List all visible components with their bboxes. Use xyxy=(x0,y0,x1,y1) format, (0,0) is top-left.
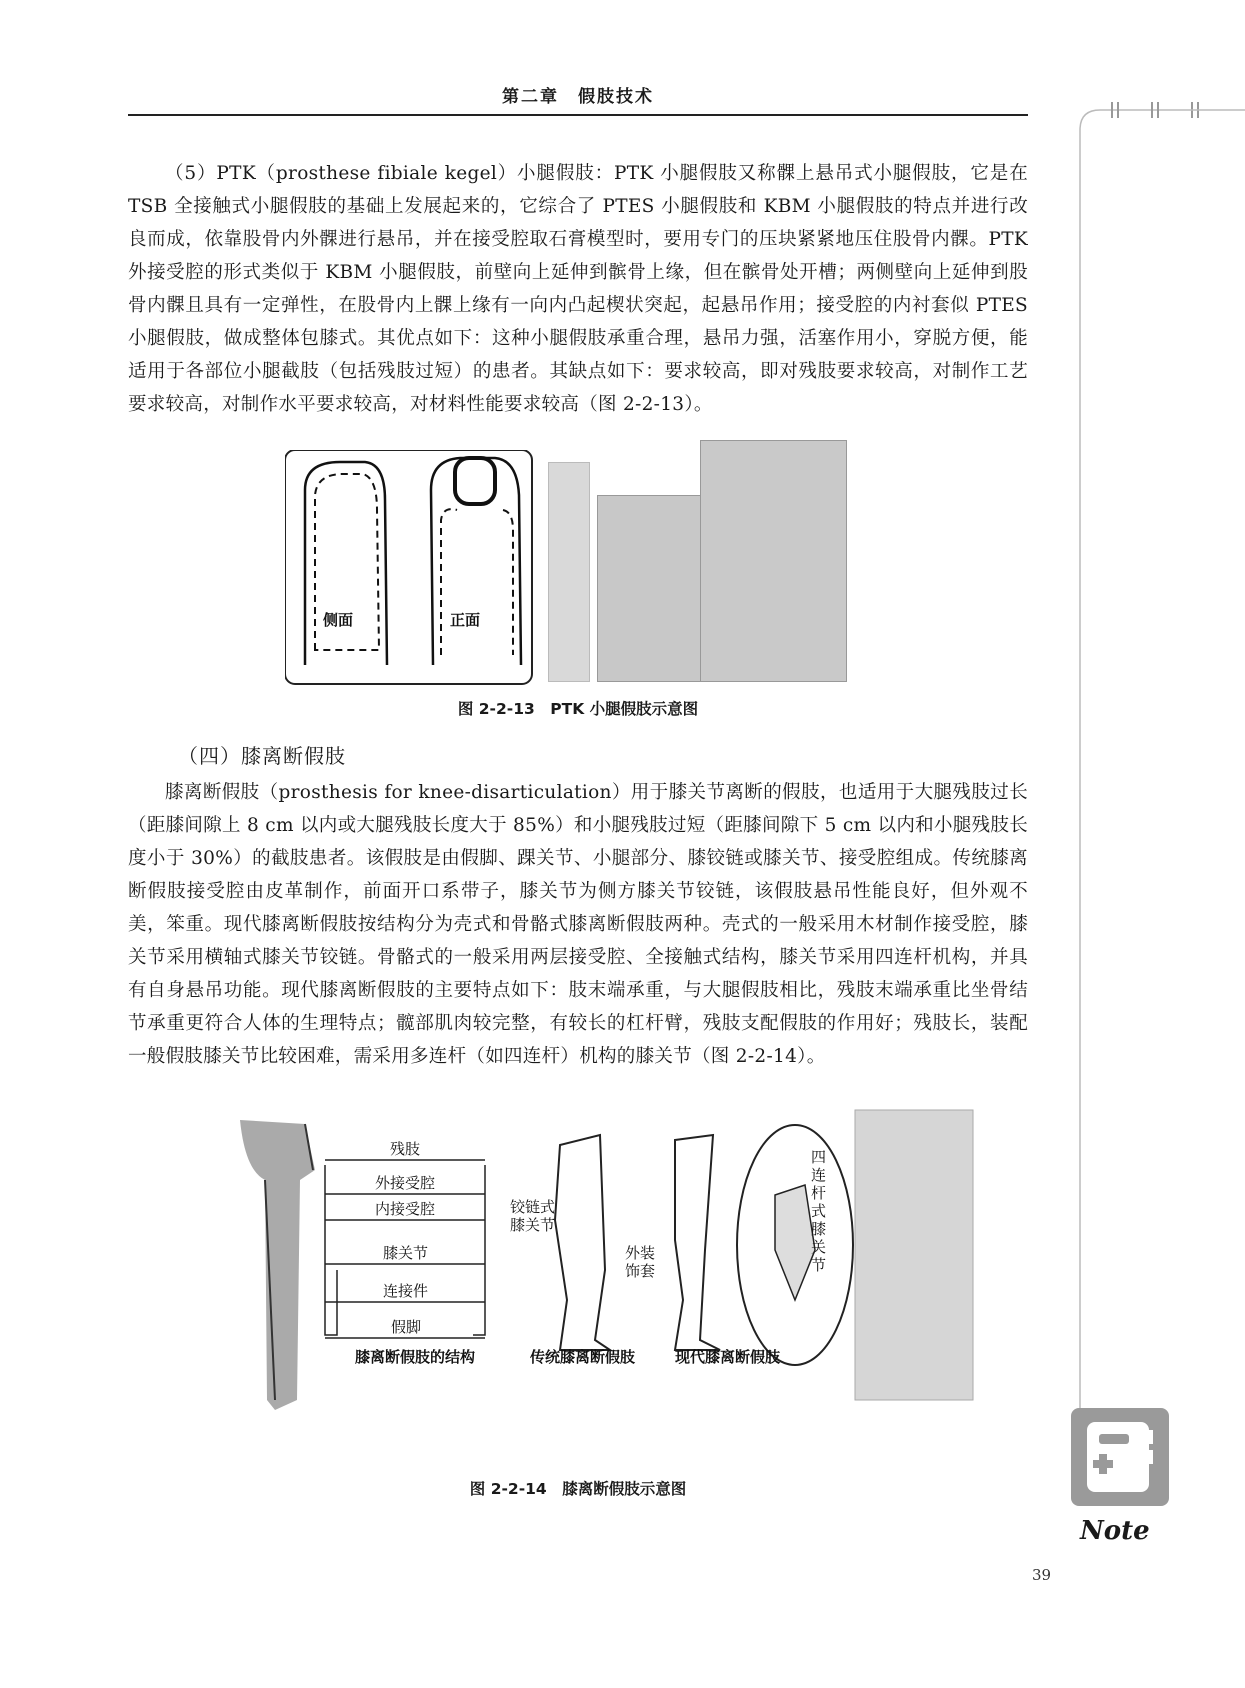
chapter-title: 第二章 假肢技术 xyxy=(502,87,654,107)
svg-text:式: 式 xyxy=(811,1202,827,1220)
note-icon xyxy=(1071,1408,1169,1506)
label-cover-line2: 饰套 xyxy=(625,1262,656,1280)
margin-decoration xyxy=(1040,98,1245,1578)
ptk-socket-photo-closeup xyxy=(700,440,847,682)
figure-2-2-13 xyxy=(285,450,845,686)
ptk-socket-photo-front xyxy=(597,495,707,682)
svg-text:节: 节 xyxy=(811,1256,827,1274)
header-rule xyxy=(128,114,1028,116)
knee-prosthesis-graphic xyxy=(205,1100,975,1425)
svg-text:关: 关 xyxy=(811,1238,827,1256)
label-traditional: 传统膝离断假肢 xyxy=(530,1348,636,1366)
figure-2-2-14 xyxy=(205,1100,975,1425)
note-label: Note xyxy=(1080,1516,1150,1546)
figure-2-2-14-caption: 图 2-2-14 膝离断假肢示意图 xyxy=(469,1480,687,1498)
ptk-label-front: 正面 xyxy=(450,611,481,629)
label-cover-line1: 外装 xyxy=(625,1244,656,1262)
section-heading: （四）膝离断假肢 xyxy=(178,744,346,768)
label-modern: 现代膝离断假肢 xyxy=(675,1348,781,1366)
svg-text:膝: 膝 xyxy=(811,1220,827,1238)
paragraph-knee-disarticulation: 膝离断假肢（prosthesis for knee-disarticulation）用于膝关节离断的假肢，也适用于大腿残肢过长（距膝间隙上 8 cm 以内或大腿残肢长度大于 85%）和小腿残肢过短（距膝间隙下 5 cm 以内和小腿残肢长度小于 30%）的截肢患者。该假肢是由假脚、踝关节、小腿部分、膝铰链或膝关节、接受腔组成。传统膝离断假肢接受腔由皮革制作，前面开口系带子，膝关节为侧方膝关节铰链，该假肢悬吊性能良好，但外观不美，笨重。现代膝离断假肢按结构分为壳式和骨骼式膝离断假肢两种。壳式的一般采用木材制作接受腔，膝关节采用横轴式膝关节铰链。骨骼式的一般采用两层接受腔、全接触式结构，膝关节采用四连杆机构，并具有自身悬吊功能。现代膝离断假肢的主要特点如下：肢末端承重，与大腿假肢相比，残肢末端承重比坐骨结节承重更符合人体的生理特点；髋部肌肉较完整，有较长的杠杆臂，残肢支配假肢的作用好；残肢长，装配一般假肢膝关节比较困难，需采用多连杆（如四连杆）机构的膝关节（图 2-2-14）。 xyxy=(128,782,1028,1067)
label-residual-limb: 残肢 xyxy=(390,1140,421,1158)
paragraph-ptk: （5）PTK（prosthese fibiale kegel）小腿假肢：PTK 小腿假肢又称髁上悬吊式小腿假肢，它是在 TSB 全接触式小腿假肢的基础上发展起来的，它综合了 PTES 小腿假肢和 KBM 小腿假肢的特点并进行改良而成，依靠股骨内外髁进行悬吊，并在接受腔取石膏模型时，要用专门的压块紧紧地压住股骨内髁。PTK 外接受腔的形式类似于 KBM 小腿假肢，前壁向上延伸到髌骨上缘，但在髌骨处开槽；两侧壁向上延伸到股骨内髁且具有一定弹性，在股骨内上髁上缘有一向内凸起楔状突起，起悬吊作用；接受腔的内衬套似 PTES 小腿假肢，做成整体包膝式。其优点如下：这种小腿假肢承重合理，悬吊力强，活塞作用小，穿脱方便，能适用于各部位小腿截肢（包括残肢过短）的患者。其缺点如下：要求较高，即对残肢要求较高，对制作工艺要求较高，对制作水平要求较高，对材料性能要求较高（图 2-2-13）。 xyxy=(128,163,1028,415)
svg-text:杆: 杆 xyxy=(811,1184,827,1202)
svg-text:四: 四 xyxy=(811,1148,827,1166)
label-four-bar-knee xyxy=(811,1148,826,1274)
label-connector: 连接件 xyxy=(383,1282,429,1300)
figure-2-2-13-caption: 图 2-2-13 PTK 小腿假肢示意图 xyxy=(457,700,699,718)
ptk-prosthesis-photo xyxy=(548,462,590,682)
label-structure: 膝离断假肢的结构 xyxy=(355,1348,476,1366)
ptk-label-side: 侧面 xyxy=(323,611,354,629)
label-foot: 假脚 xyxy=(391,1318,422,1336)
page-number: 39 xyxy=(1032,1566,1052,1584)
label-knee-joint: 膝关节 xyxy=(383,1244,429,1262)
label-hinge-line2: 膝关节 xyxy=(510,1216,556,1234)
label-outer-socket: 外接受腔 xyxy=(375,1174,436,1192)
label-hinge-line1: 铰链式 xyxy=(510,1198,556,1216)
label-inner-socket: 内接受腔 xyxy=(375,1200,436,1218)
svg-text:连: 连 xyxy=(811,1166,827,1184)
